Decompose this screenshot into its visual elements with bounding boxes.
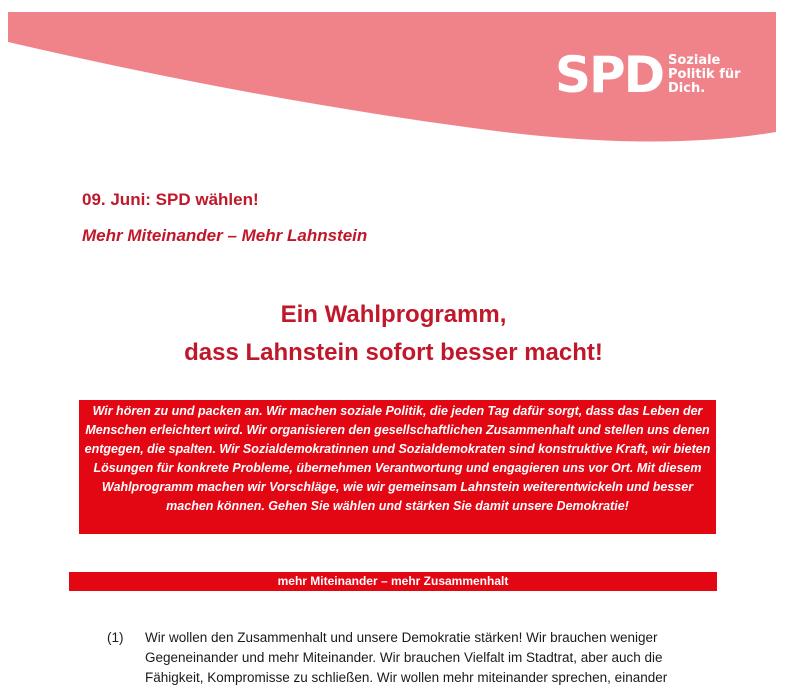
section-heading-bar: mehr Miteinander – mehr Zusammenhalt bbox=[69, 572, 717, 591]
logo-tagline-line: Politik für bbox=[668, 67, 741, 82]
headline-line: Ein Wahlprogramm, bbox=[280, 301, 507, 328]
item-number: (1) bbox=[107, 630, 124, 645]
headline-line: dass Lahnstein sofort besser macht! bbox=[184, 339, 603, 366]
election-date-line: 09. Juni: SPD wählen! bbox=[82, 190, 259, 209]
page-headline bbox=[0, 296, 787, 372]
logo-mark: SPD bbox=[555, 46, 664, 104]
logo-tagline bbox=[668, 54, 758, 96]
intro-box: Wir hören zu und packen an. Wir machen soziale Politik, die jeden Tag dafür sorgt, dass das Leben der Menschen erleichtert wird. Wir organisieren den gesellschaftlichen Zusammenhalt und stellen uns denen entgegen, die spalten. Wir Sozialdemokratinnen und Sozialdemokraten sind konstruktive Kraft, wir bieten Lösungen für konkrete Probleme, übernehmen Verantwortung und engagieren uns vor Ort. Mit diesem Wahlprogramm machen wir Vorschläge, wie wir gemeinsam Lahnstein weiterentwickeln und besser machen können. Gehen Sie wählen und stärken Sie damit unsere Demokratie! bbox=[79, 400, 716, 534]
logo-tagline-line: Dich. bbox=[668, 81, 706, 96]
logo-tagline-line: Soziale bbox=[668, 53, 721, 68]
campaign-subtitle: Mehr Miteinander – Mehr Lahnstein bbox=[82, 226, 368, 245]
item-text: Wir wollen den Zusammenhalt und unsere Demokratie stärken! Wir brauchen weniger Gegeneinander und mehr Miteinander. Wir brauchen Vielfalt im Stadtrat, aber auch die Fähigkeit, Kompromisse zu schließen. Wir wollen mehr miteinander sprechen, einander bbox=[145, 630, 668, 685]
